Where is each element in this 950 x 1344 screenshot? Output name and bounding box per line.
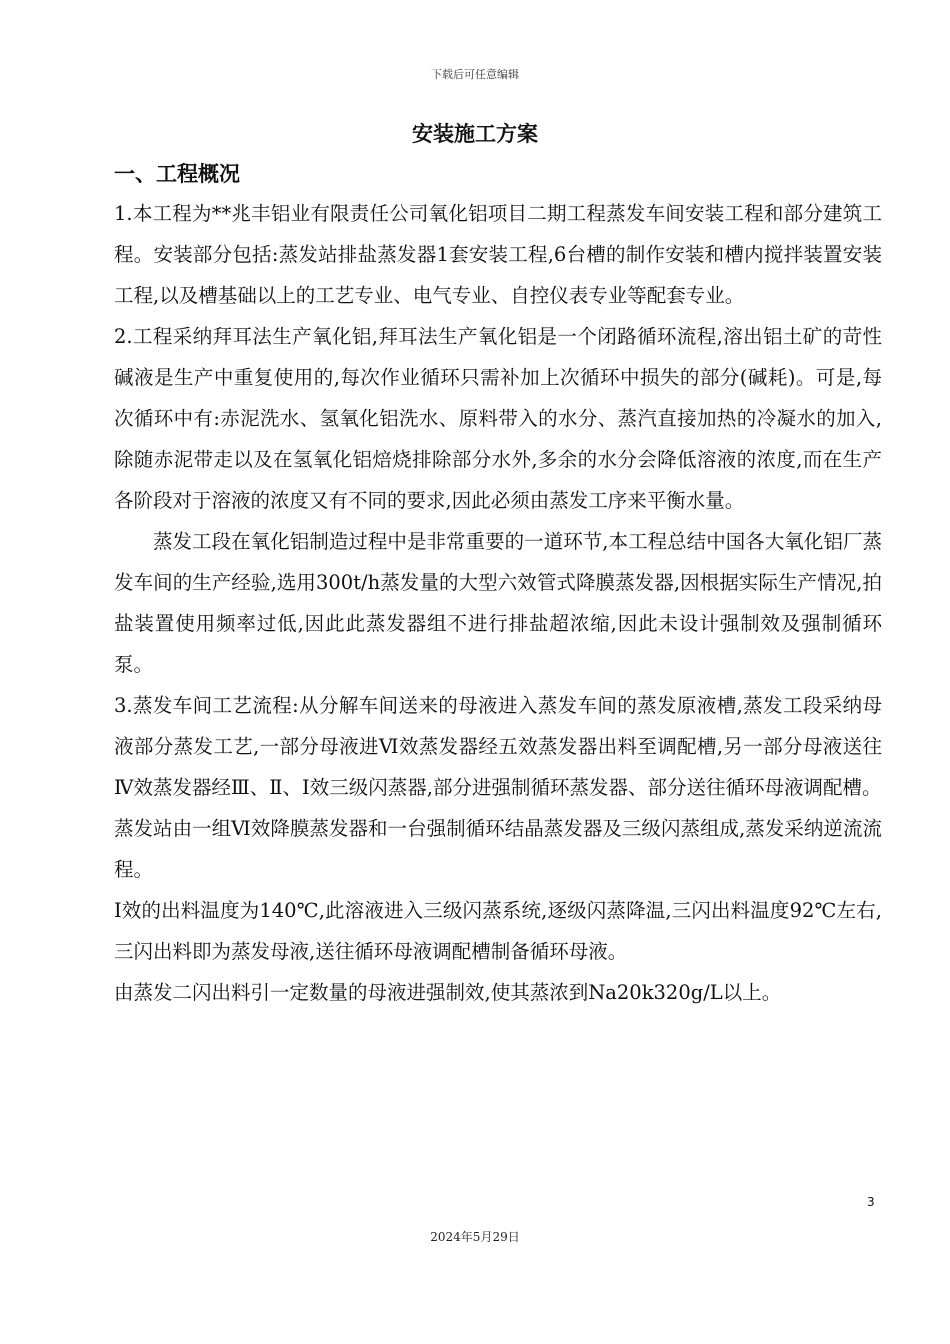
paragraph-station-composition: 蒸发站由一组Ⅵ效降膜蒸发器和一台强制循环结晶蒸发器及三级闪蒸组成,蒸发采纳逆流流程。 — [114, 817, 882, 881]
paragraph-process-flow: 3.蒸发车间工艺流程:从分解车间送来的母液进入蒸发车间的蒸发原液槽,蒸发工段采纳母液部分蒸发工艺,一部分母液进Ⅵ效蒸发器经五效蒸发器出料至调配槽,另一部分母液送往Ⅳ效蒸发器经Ⅲ、Ⅱ、Ⅰ效三级闪蒸器,部分进强制循环蒸发器、部分送往循环母液调配槽。 — [114, 694, 882, 799]
header-note: 下载后可任意编辑 — [431, 68, 519, 81]
paragraph-evaporation-section: 蒸发工段在氧化铝制造过程中是非常重要的一道环节,本工程总结中国各大氧化铝厂蒸发车间的生产经验,选用300t/h蒸发量的大型六效管式降膜蒸发器,因根据实际生产情况,拍盐装置使用频率过低,因此此蒸发器组不进行排盐超浓缩,因此未设计强制效及强制循环泵。 — [114, 530, 882, 676]
paragraph-bayer-process: 2.工程采纳拜耳法生产氧化铝,拜耳法生产氧化铝是一个闭路循环流程,溶出铝土矿的苛性碱液是生产中重复使用的,每次作业循环只需补加上次循环中损失的部分(碱耗)。可是,每次循环中有:赤泥洗水、氢氧化铝洗水、原料带入的水分、蒸汽直接加热的冷凝水的加入,除随赤泥带走以及在氢氧化铝焙烧排除部分水外,多余的水分会降低溶液的浓度,而在生产各阶段对于溶液的浓度又有不同的要求,因此必须由蒸发工序来平衡水量。 — [114, 325, 882, 512]
document-title: 安装施工方案 — [412, 122, 538, 146]
body-text — [114, 193, 882, 1013]
paragraph-forced-effect: 由蒸发二闪出料引一定数量的母液进强制效,使其蒸浓到Na20k320g/L以上。 — [114, 981, 782, 1004]
paragraph-project-scope: 1.本工程为**兆丰铝业有限责任公司氧化铝项目二期工程蒸发车间安装工程和部分建筑工程。安装部分包括:蒸发站排盐蒸发器1套安装工程,6台槽的制作安装和槽内搅拌装置安装工程,以及槽基础以上的工艺专业、电气专业、自控仪表专业等配套专业。 — [114, 202, 882, 307]
section-heading: 一、工程概况 — [114, 162, 240, 186]
page-number: 3 — [867, 1195, 875, 1209]
paragraph-discharge-temperature: Ⅰ效的出料温度为140℃,此溶液进入三级闪蒸系统,逐级闪蒸降温,三闪出料温度92℃左右,三闪出料即为蒸发母液,送往循环母液调配槽制备循环母液。 — [114, 899, 882, 963]
footer-date: 2024年5月29日 — [430, 1230, 520, 1244]
